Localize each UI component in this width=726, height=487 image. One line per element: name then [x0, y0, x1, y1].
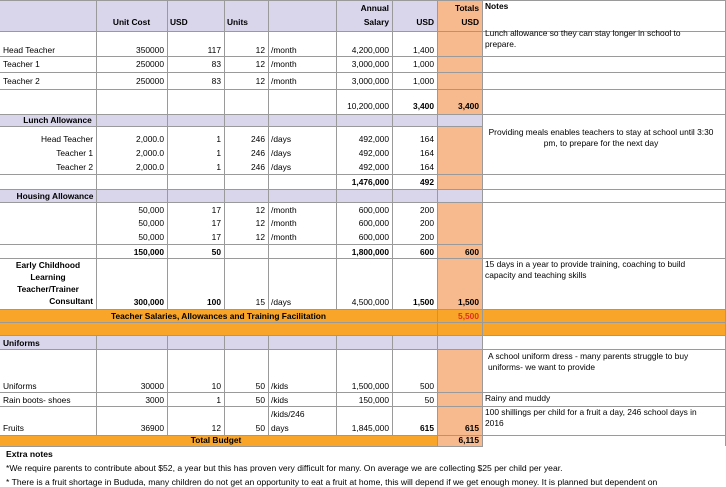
housing-row-per: /month [271, 218, 297, 228]
uniforms-note: A school uniform dress - many parents struggle to buy uniforms- we want to provide [488, 351, 689, 372]
lunch-row-name: Teacher 1 [56, 148, 93, 158]
section-total-value: 5,500 [458, 311, 479, 321]
uniform-row-per: /kids [271, 395, 289, 405]
housing-row-cost: 50,000 [138, 205, 164, 215]
ecd-title-line: Consultant [49, 296, 93, 306]
lunch-row-units: 246 [251, 148, 265, 158]
ecd-cost: 300,000 [133, 297, 164, 307]
salary-row-usd: 83 [211, 59, 221, 69]
fruits-per-line: /kids/246 [271, 409, 305, 419]
header-notes: Notes [485, 1, 509, 11]
lunch-row-per: /days [271, 134, 292, 144]
uniform-row-usd2: 500 [420, 381, 434, 391]
salary-row-usd2: 1,000 [413, 59, 434, 69]
ecd-annual: 4,500,000 [351, 297, 389, 307]
uniform-row-usd2: 50 [424, 395, 434, 405]
salaries-subtotal-annual: 10,200,000 [347, 101, 389, 111]
header-units: Units [227, 17, 248, 27]
housing-row-per: /month [271, 232, 297, 242]
housing-row-usd2: 200 [420, 218, 434, 228]
salaries-subtotal-usd: 3,400 [413, 101, 434, 111]
fruits-name: Fruits [3, 423, 24, 433]
lunch-row-usd: 1 [216, 162, 221, 172]
uniform-row-usd: 1 [216, 395, 221, 405]
lunch-row-cost: 2,000.0 [136, 162, 164, 172]
lunch-row-per: /days [271, 162, 292, 172]
fruits-usd2: 615 [420, 423, 434, 433]
rain-boots-note: Rainy and muddy [485, 393, 551, 403]
housing-subtotal-usd: 50 [211, 247, 221, 257]
lunch-row-annual: 492,000 [358, 134, 389, 144]
housing-row-usd2: 200 [420, 205, 434, 215]
lunch-row-annual: 492,000 [358, 148, 389, 158]
uniform-row-units: 50 [255, 381, 265, 391]
salary-row-usd2: 1,400 [413, 45, 434, 55]
lunch-row-usd2: 164 [420, 162, 434, 172]
lunch-row-name: Teacher 2 [56, 162, 93, 172]
housing-row-usd2: 200 [420, 232, 434, 242]
salary-row-annual: 4,200,000 [351, 45, 389, 55]
header-totals-usd: USD [461, 17, 479, 27]
uniform-row-units: 50 [255, 395, 265, 405]
lunch-subtotal-usd: 492 [420, 177, 434, 187]
housing-subtotal-cost: 150,000 [133, 247, 164, 257]
housing-row-annual: 600,000 [358, 205, 389, 215]
ecd-total: 1,500 [458, 297, 479, 307]
salary-row-per: /month [271, 76, 297, 86]
header-usd: USD [170, 17, 188, 27]
housing-row-units: 12 [255, 232, 265, 242]
housing-row-usd: 17 [211, 218, 221, 228]
housing-subtotal-usd2: 600 [420, 247, 434, 257]
uniforms-section-title: Uniforms [3, 338, 40, 348]
housing-row-annual: 600,000 [358, 218, 389, 228]
lunch-subtotal-annual: 1,476,000 [351, 177, 389, 187]
extra-note-line: *We require parents to contribute about $52, a year but this has proven very difficult for many. On average we are collecting $25 per child per year. [6, 463, 563, 473]
salary-row-annual: 3,000,000 [351, 76, 389, 86]
total-budget-value: 6,115 [458, 435, 479, 445]
fruits-cost: 36900 [140, 423, 164, 433]
housing-total: 600 [465, 247, 479, 257]
fruits-note: 100 shillings per child for a fruit a day, 246 school days in 2016 [485, 407, 697, 428]
fruits-total: 615 [465, 423, 479, 433]
salary-row-usd: 83 [211, 76, 221, 86]
housing-row-per: /month [271, 205, 297, 215]
total-budget-label: Total Budget [190, 435, 242, 445]
housing-row-cost: 50,000 [138, 232, 164, 242]
extra-note-line: * There is a fruit shortage in Bududa, many children do not get an opportunity to eat a fruit at home, this will depend if we get enough money. It is planned but dependent on [6, 477, 658, 487]
housing-row-annual: 600,000 [358, 232, 389, 242]
salary-row-units: 12 [255, 59, 265, 69]
totals-column-fill [437, 0, 482, 446]
lunch-row-units: 246 [251, 134, 265, 144]
salary-row-units: 12 [255, 76, 265, 86]
lunch-row-cost: 2,000.0 [136, 148, 164, 158]
header-totals: Totals [454, 3, 479, 13]
housing-row-units: 12 [255, 205, 265, 215]
lunch-row-usd: 1 [216, 134, 221, 144]
header-annual: Annual [360, 3, 389, 13]
fruits-per-line: days [271, 423, 289, 433]
lunch-note: Providing meals enables teachers to stay at school until 3:30 pm, to prepare for the next day [488, 127, 714, 148]
salary-row-name: Teacher 2 [3, 76, 40, 86]
uniform-row-name: Uniforms [3, 381, 37, 391]
section-total-label: Teacher Salaries, Allowances and Training Facilitation [110, 311, 327, 321]
salary-row-annual: 3,000,000 [351, 59, 389, 69]
salaries-total: 3,400 [458, 101, 479, 111]
uniform-row-cost: 3000 [145, 395, 164, 405]
ecd-usd: 100 [207, 297, 221, 307]
uniform-row-annual: 1,500,000 [351, 381, 389, 391]
lunch-row-units: 246 [251, 162, 265, 172]
fruits-annual: 1,845,000 [351, 423, 389, 433]
lunch-row-name: Head Teacher [41, 134, 93, 144]
uniform-row-cost: 30000 [140, 381, 164, 391]
ecd-note: 15 days in a year to provide training, coaching to build capacity and teaching skills [485, 259, 686, 280]
salary-row-cost: 250000 [136, 59, 164, 69]
salary-row-per: /month [271, 45, 297, 55]
lunch-row-usd: 1 [216, 148, 221, 158]
lunch-row-usd2: 164 [420, 134, 434, 144]
ecd-title-line: Learning [30, 272, 66, 282]
extra-notes-title: Extra notes [6, 449, 53, 459]
housing-row-units: 12 [255, 218, 265, 228]
ecd-title-line: Early Childhood [15, 260, 81, 270]
uniform-row-per: /kids [271, 381, 289, 391]
fruits-units: 50 [255, 423, 265, 433]
salaries-note: Lunch allowance so they can stay longer in school to prepare. [485, 28, 681, 49]
uniform-row-name: Rain boots- shoes [3, 395, 71, 405]
salary-row-name: Head Teacher [3, 45, 55, 55]
housing-row-cost: 50,000 [138, 218, 164, 228]
salary-row-name: Teacher 1 [3, 59, 40, 69]
lunch-row-usd2: 164 [420, 148, 434, 158]
uniform-row-usd: 10 [211, 381, 221, 391]
salary-row-units: 12 [255, 45, 265, 55]
uniform-row-annual: 150,000 [358, 395, 389, 405]
salary-row-cost: 250000 [136, 76, 164, 86]
housing-section-title: Housing Allowance [16, 191, 94, 201]
salary-row-usd2: 1,000 [413, 76, 434, 86]
lunch-row-annual: 492,000 [358, 162, 389, 172]
ecd-units: 15 [255, 297, 265, 307]
salary-row-cost: 350000 [136, 45, 164, 55]
ecd-title-line: Teacher/Trainer [17, 284, 79, 294]
housing-row-usd: 17 [211, 232, 221, 242]
housing-row-usd: 17 [211, 205, 221, 215]
housing-subtotal-annual: 1,800,000 [351, 247, 389, 257]
lunch-row-per: /days [271, 148, 292, 158]
separator-band [0, 322, 726, 335]
header-unit-cost: Unit Cost [112, 17, 151, 27]
header-salary: Salary [363, 17, 389, 27]
lunch-row-cost: 2,000.0 [136, 134, 164, 144]
lunch-section-title: Lunch Allowance [23, 115, 92, 125]
salary-row-per: /month [271, 59, 297, 69]
salary-row-usd: 117 [207, 45, 221, 55]
ecd-usd2: 1,500 [413, 297, 434, 307]
ecd-per: /days [271, 297, 292, 307]
header-usd-annual: USD [416, 17, 434, 27]
fruits-usd: 12 [211, 423, 221, 433]
